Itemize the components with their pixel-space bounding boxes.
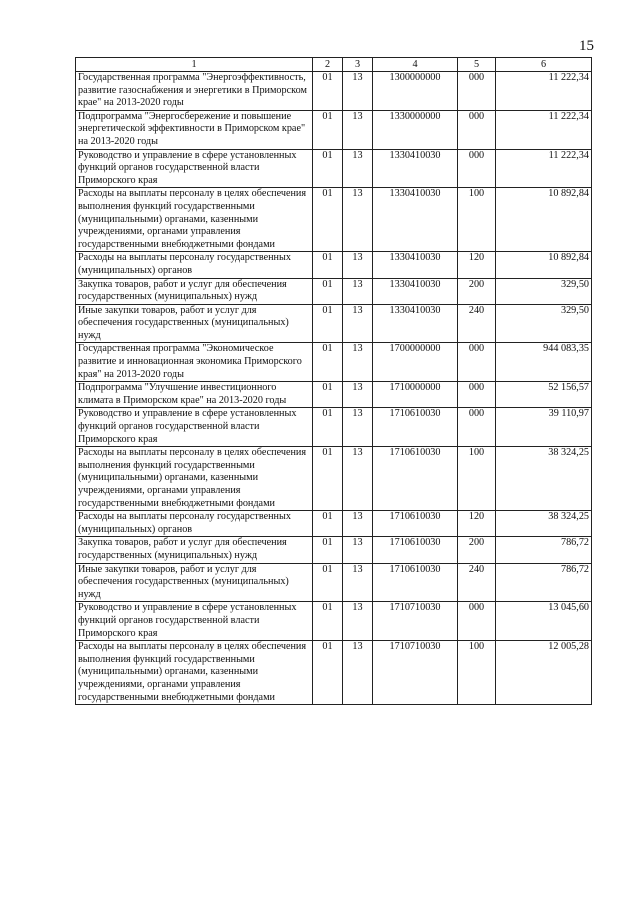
subsection-code-cell: 13 [343,278,373,304]
subsection-code-cell: 13 [343,563,373,602]
subsection-code-cell: 13 [343,511,373,537]
amount-cell: 10 892,84 [496,252,592,278]
table-row [76,511,592,537]
row-name-cell: Руководство и управление в сфере установленных функций органов государственной власти Приморского края [76,408,313,447]
expense-type-cell: 000 [458,110,496,149]
column-header: 4 [373,58,458,72]
budget-table [75,57,592,705]
expense-type-cell: 100 [458,188,496,252]
section-code-cell: 01 [313,252,343,278]
section-code-cell: 01 [313,602,343,641]
expense-type-cell: 000 [458,72,496,111]
subsection-code-cell: 13 [343,110,373,149]
amount-cell: 11 222,34 [496,110,592,149]
row-name-cell: Подпрограмма "Улучшение инвестиционного климата в Приморском крае" на 2013-2020 годы [76,382,313,408]
table-row [76,382,592,408]
amount-cell: 329,50 [496,278,592,304]
subsection-code-cell: 13 [343,447,373,511]
row-name-cell: Руководство и управление в сфере установленных функций органов государственной власти Приморского края [76,602,313,641]
row-name-cell: Закупка товаров, работ и услуг для обеспечения государственных (муниципальных) нужд [76,278,313,304]
expense-type-cell: 000 [458,602,496,641]
section-code-cell: 01 [313,511,343,537]
section-code-cell: 01 [313,343,343,382]
target-article-cell: 1330410030 [373,278,458,304]
section-code-cell: 01 [313,149,343,188]
section-code-cell: 01 [313,110,343,149]
column-header: 5 [458,58,496,72]
column-header: 6 [496,58,592,72]
table-row [76,149,592,188]
table-row [76,343,592,382]
table-row [76,188,592,252]
table-row [76,537,592,563]
amount-cell: 329,50 [496,304,592,343]
row-name-cell: Подпрограмма "Энергосбережение и повышение энергетической эффективности в Приморском крае" на 2013-2020 годы [76,110,313,149]
target-article-cell: 1710710030 [373,602,458,641]
amount-cell: 786,72 [496,537,592,563]
subsection-code-cell: 13 [343,408,373,447]
column-header: 1 [76,58,313,72]
row-name-cell: Государственная программа "Экономическое развитие и инновационная экономика Приморского края" на 2013-2020 годы [76,343,313,382]
target-article-cell: 1710610030 [373,447,458,511]
amount-cell: 13 045,60 [496,602,592,641]
target-article-cell: 1330410030 [373,188,458,252]
subsection-code-cell: 13 [343,602,373,641]
amount-cell: 12 005,28 [496,641,592,705]
target-article-cell: 1330410030 [373,252,458,278]
subsection-code-cell: 13 [343,304,373,343]
row-name-cell: Иные закупки товаров, работ и услуг для обеспечения государственных (муниципальных) нужд [76,304,313,343]
expense-type-cell: 100 [458,447,496,511]
row-name-cell: Расходы на выплаты персоналу в целях обеспечения выполнения функций государственными (муниципальными) органами, казенными учреждениями, органами управления государственными внебюджетными фондами [76,188,313,252]
target-article-cell: 1330000000 [373,110,458,149]
row-name-cell: Расходы на выплаты персоналу в целях обеспечения выполнения функций государственными (муниципальными) органами, казенными учреждениями, органами управления государственными внебюджетными фондами [76,641,313,705]
amount-cell: 944 083,35 [496,343,592,382]
subsection-code-cell: 13 [343,382,373,408]
expense-type-cell: 000 [458,343,496,382]
column-header: 2 [313,58,343,72]
row-name-cell: Иные закупки товаров, работ и услуг для обеспечения государственных (муниципальных) нужд [76,563,313,602]
amount-cell: 52 156,57 [496,382,592,408]
section-code-cell: 01 [313,408,343,447]
expense-type-cell: 200 [458,537,496,563]
target-article-cell: 1710710030 [373,641,458,705]
table-header-row [76,58,592,72]
section-code-cell: 01 [313,537,343,563]
row-name-cell: Руководство и управление в сфере установленных функций органов государственной власти Приморского края [76,149,313,188]
target-article-cell: 1710610030 [373,563,458,602]
amount-cell: 786,72 [496,563,592,602]
row-name-cell: Расходы на выплаты персоналу государственных (муниципальных) органов [76,252,313,278]
table-row [76,72,592,111]
target-article-cell: 1710610030 [373,537,458,563]
target-article-cell: 1300000000 [373,72,458,111]
table-row [76,278,592,304]
section-code-cell: 01 [313,641,343,705]
target-article-cell: 1330410030 [373,149,458,188]
amount-cell: 39 110,97 [496,408,592,447]
section-code-cell: 01 [313,278,343,304]
row-name-cell: Расходы на выплаты персоналу в целях обеспечения выполнения функций государственными (муниципальными) органами, казенными учреждениями, органами управления государственными внебюджетными фондами [76,447,313,511]
table-row [76,304,592,343]
table-row [76,110,592,149]
expense-type-cell: 240 [458,304,496,343]
amount-cell: 38 324,25 [496,447,592,511]
table-row [76,408,592,447]
target-article-cell: 1710610030 [373,408,458,447]
expense-type-cell: 100 [458,641,496,705]
expense-type-cell: 120 [458,252,496,278]
target-article-cell: 1710000000 [373,382,458,408]
subsection-code-cell: 13 [343,188,373,252]
amount-cell: 11 222,34 [496,72,592,111]
table-row [76,447,592,511]
target-article-cell: 1700000000 [373,343,458,382]
expense-type-cell: 000 [458,149,496,188]
subsection-code-cell: 13 [343,252,373,278]
section-code-cell: 01 [313,382,343,408]
expense-type-cell: 000 [458,382,496,408]
amount-cell: 10 892,84 [496,188,592,252]
expense-type-cell: 200 [458,278,496,304]
subsection-code-cell: 13 [343,641,373,705]
table-row [76,252,592,278]
row-name-cell: Расходы на выплаты персоналу государственных (муниципальных) органов [76,511,313,537]
target-article-cell: 1710610030 [373,511,458,537]
row-name-cell: Государственная программа "Энергоэффективность, развитие газоснабжения и энергетики в Приморском крае" на 2013-2020 годы [76,72,313,111]
page-number: 15 [579,38,594,54]
subsection-code-cell: 13 [343,149,373,188]
table-body [76,72,592,705]
section-code-cell: 01 [313,447,343,511]
target-article-cell: 1330410030 [373,304,458,343]
subsection-code-cell: 13 [343,537,373,563]
column-header: 3 [343,58,373,72]
row-name-cell: Закупка товаров, работ и услуг для обеспечения государственных (муниципальных) нужд [76,537,313,563]
section-code-cell: 01 [313,304,343,343]
table-row [76,563,592,602]
expense-type-cell: 240 [458,563,496,602]
table-row [76,641,592,705]
amount-cell: 11 222,34 [496,149,592,188]
section-code-cell: 01 [313,72,343,111]
expense-type-cell: 120 [458,511,496,537]
subsection-code-cell: 13 [343,343,373,382]
table-row [76,602,592,641]
expense-type-cell: 000 [458,408,496,447]
section-code-cell: 01 [313,188,343,252]
section-code-cell: 01 [313,563,343,602]
amount-cell: 38 324,25 [496,511,592,537]
subsection-code-cell: 13 [343,72,373,111]
